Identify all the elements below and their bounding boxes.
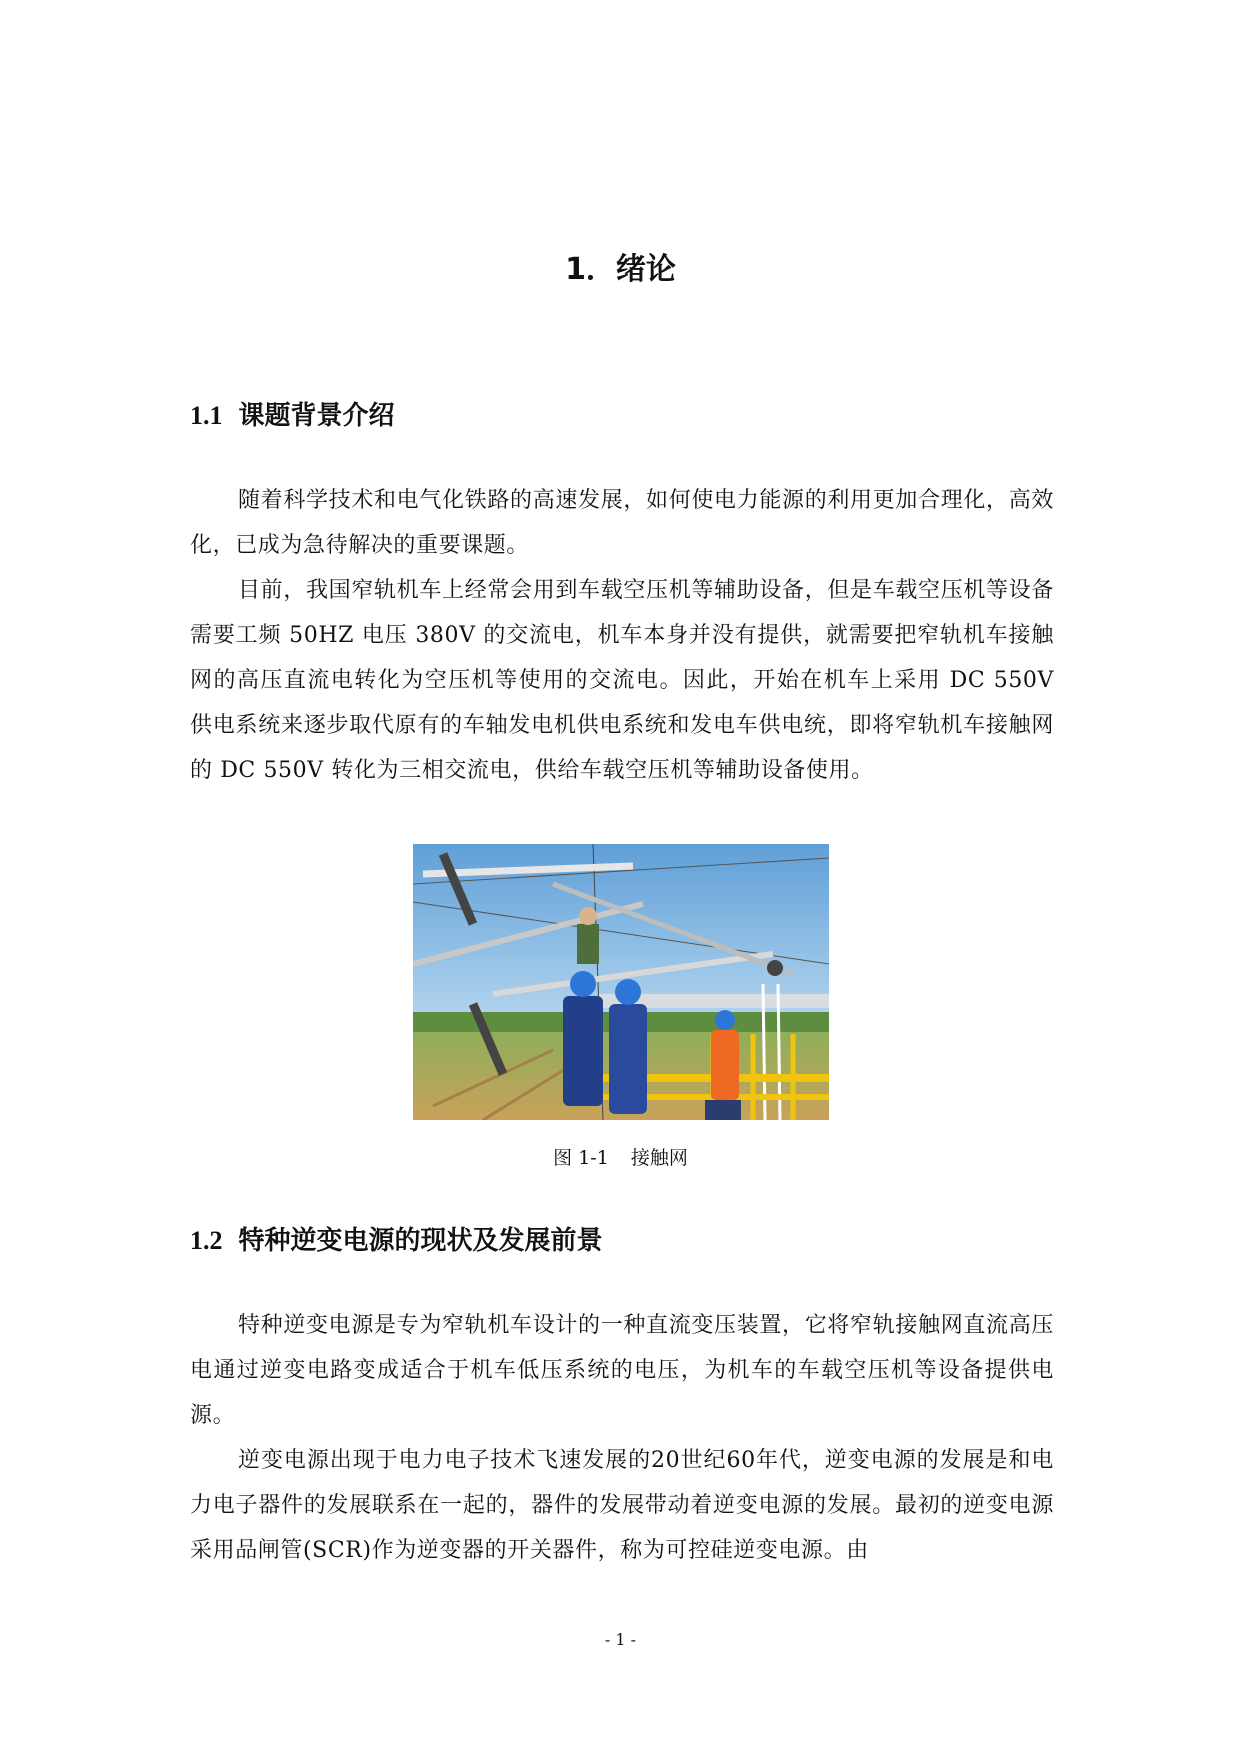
figure-caption [0,1143,1241,1170]
figure-catenary-photo [413,844,829,1120]
paragraph: 逆变电源出现于电力电子技术飞速发展的20世纪60年代，逆变电源的发展是和电力电子器件的发展联系在一起的，器件的发展带动着逆变电源的发展。最初的逆变电源采用品闸管(SCR)作为逆变器的开关器件，称为可控硅逆变电源。由 [190,1448,1054,1563]
section-title: 课题背景介绍 [238,401,395,431]
figure-label: 图 1-1 [553,1147,609,1169]
page-number: - 1 - [604,1630,637,1649]
figure-caption-text: 接触网 [630,1147,688,1169]
chapter-title: 1．绪论 [565,252,676,287]
section-heading-1-2 [190,1220,603,1257]
section-heading-1-1 [190,395,395,432]
section-number: 1.2 [190,1226,223,1255]
paragraph: 特种逆变电源是专为窄轨机车设计的一种直流变压装置，它将窄轨接触网直流高压电通过逆变电路变成适合于机车低压系统的电压，为机车的车载空压机等设备提供电源。 [190,1313,1054,1428]
section-title: 特种逆变电源的现状及发展前景 [238,1226,603,1256]
paragraph: 随着科学技术和电气化铁路的高速发展，如何使电力能源的利用更加合理化，高效化，已成为急待解决的重要课题。 [190,488,1054,558]
section-1-2-body [190,1303,1054,1573]
section-number: 1.1 [190,401,223,430]
section-1-1-body [190,478,1054,793]
paragraph: 目前，我国窄轨机车上经常会用到车载空压机等辅助设备，但是车载空压机等设备需要工频 50HZ 电压 380V 的交流电，机车本身并没有提供，就需要把窄轨机车接触网的高压直流电转化为空压机等使用的交流电。因此，开始在机车上采用 DC 550V 供电系统来逐步取代原有的车轴发电机供电系统和发电车供电统，即将窄轨机车接触网的 DC 550V 转化为三相交流电，供给车载空压机等辅助设备使用。 [190,578,1054,783]
